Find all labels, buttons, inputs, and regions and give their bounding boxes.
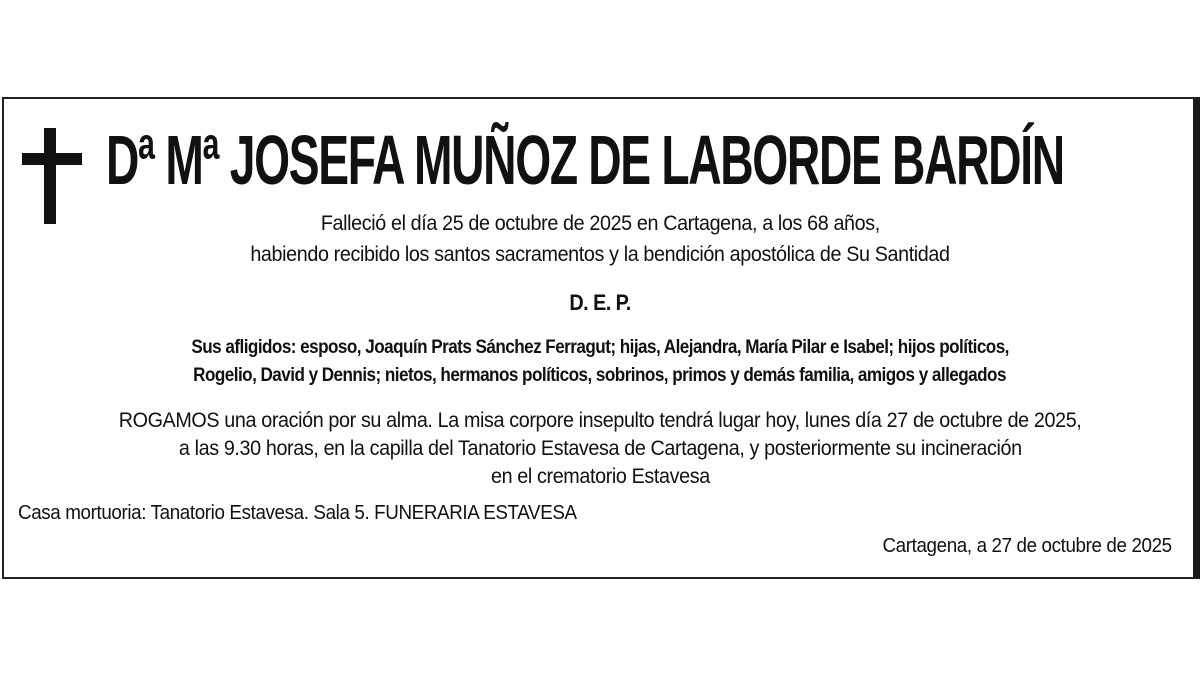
place-date: Cartagena, a 27 de octubre de 2025 xyxy=(882,535,1172,557)
prayer-line: en el crematorio Estavesa xyxy=(490,465,710,488)
mortuary-info: Casa mortuoria: Tanatorio Estavesa. Sala 5. FUNERARIA ESTAVESA xyxy=(18,502,577,524)
cross-icon xyxy=(22,128,84,224)
intro-line: Falleció el día 25 de octubre de 2025 en Cartagena, a los 68 años, xyxy=(320,212,880,235)
deceased-name: Dª Mª JOSEFA MUÑOZ DE LABORDE BARDÍN xyxy=(106,121,1064,199)
family-line: Rogelio, David y Dennis; nietos, hermanos políticos, sobrinos, primos y demás familia, amigos y allegados xyxy=(193,365,1007,386)
family-line: Sus afligidos: esposo, Joaquín Prats Sánchez Ferragut; hijas, Alejandra, María Pilar e Isabel; hijos políticos, xyxy=(191,337,1009,358)
prayer-line: a las 9.30 horas, en la capilla del Tanatorio Estavesa de Cartagena, y posteriormente su incineración xyxy=(178,437,1022,460)
dep: D. E. P. xyxy=(569,290,631,315)
prayer-line: ROGAMOS una oración por su alma. La misa corpore insepulto tendrá lugar hoy, lunes día 27 de octubre de 2025, xyxy=(118,409,1082,432)
intro-line: habiendo recibido los santos sacramentos y la bendición apostólica de Su Santidad xyxy=(250,243,950,266)
